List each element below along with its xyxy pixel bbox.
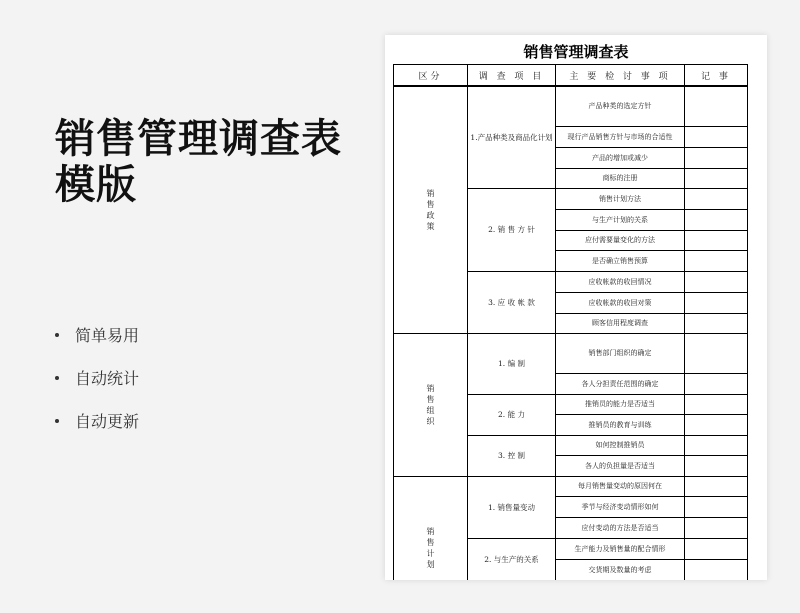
feature-label: 自动更新 xyxy=(75,412,140,431)
notes-cell[interactable] xyxy=(685,86,748,126)
page-title-line-1: 销售管理调查表 xyxy=(55,116,342,162)
point-cell: 推销员的能力是否适当 xyxy=(556,394,685,414)
notes-cell[interactable] xyxy=(685,414,748,435)
point-cell: 应收帐款的收回情况 xyxy=(556,271,685,292)
notes-cell[interactable] xyxy=(685,559,748,580)
document-preview xyxy=(385,35,767,580)
feature-item xyxy=(55,356,139,399)
bullet-icon xyxy=(55,419,59,423)
item-cell: 1. 编 制 xyxy=(468,333,556,394)
notes-cell[interactable] xyxy=(685,230,748,250)
column-header-item: 调 查 项 目 xyxy=(468,65,556,87)
notes-cell[interactable] xyxy=(685,476,748,496)
category-cell: 销售政策 xyxy=(394,86,468,333)
item-cell: 1. 销售量变动 xyxy=(468,476,556,538)
point-cell: 销售部门组织的确定 xyxy=(556,333,685,373)
feature-label: 简单易用 xyxy=(75,326,140,345)
notes-cell[interactable] xyxy=(685,373,748,394)
table-row xyxy=(394,476,748,496)
point-cell: 应付变动的方法是否适当 xyxy=(556,517,685,538)
point-cell: 每月销售量变动的原因何在 xyxy=(556,476,685,496)
point-cell: 是否确立销售预算 xyxy=(556,250,685,271)
notes-cell[interactable] xyxy=(685,292,748,313)
notes-cell[interactable] xyxy=(685,313,748,333)
table-row xyxy=(394,86,748,126)
column-header-notes: 记 事 xyxy=(685,65,748,87)
item-cell: 2. 与生产的关系 xyxy=(468,538,556,580)
point-cell: 生产能力及销售量的配合情形 xyxy=(556,538,685,559)
page-title xyxy=(55,116,342,208)
item-cell: 2. 销 售 方 针 xyxy=(468,188,556,271)
point-cell: 商标的注册 xyxy=(556,168,685,188)
table-header-row xyxy=(394,65,748,87)
feature-item xyxy=(55,399,139,442)
column-header-points: 主 要 检 讨 事 项 xyxy=(556,65,685,87)
feature-item xyxy=(55,313,139,356)
notes-cell[interactable] xyxy=(685,188,748,209)
notes-cell[interactable] xyxy=(685,538,748,559)
page-title-line-2: 模版 xyxy=(55,162,137,208)
point-cell: 销售计划方法 xyxy=(556,188,685,209)
item-cell: 1.产品种类及商品化计划 xyxy=(468,86,556,188)
notes-cell[interactable] xyxy=(685,394,748,414)
column-header-category: 区分 xyxy=(394,65,468,87)
bullet-icon xyxy=(55,333,59,337)
point-cell: 如何控制推销员 xyxy=(556,435,685,455)
feature-label: 自动统计 xyxy=(75,369,140,388)
point-cell: 产品的增加或减少 xyxy=(556,147,685,168)
point-cell: 各人分担责任范围的确定 xyxy=(556,373,685,394)
point-cell: 应付需要量变化的方法 xyxy=(556,230,685,250)
notes-cell[interactable] xyxy=(685,147,748,168)
notes-cell[interactable] xyxy=(685,250,748,271)
notes-cell[interactable] xyxy=(685,517,748,538)
notes-cell[interactable] xyxy=(685,209,748,230)
notes-cell[interactable] xyxy=(685,271,748,292)
notes-cell[interactable] xyxy=(685,455,748,476)
bullet-icon xyxy=(55,376,59,380)
notes-cell[interactable] xyxy=(685,333,748,373)
table-row xyxy=(394,333,748,373)
item-cell: 3. 控 制 xyxy=(468,435,556,476)
notes-cell[interactable] xyxy=(685,435,748,455)
survey-table xyxy=(393,64,748,580)
category-cell: 销售计划 xyxy=(394,476,468,580)
point-cell: 各人的负担量是否适当 xyxy=(556,455,685,476)
notes-cell[interactable] xyxy=(685,126,748,147)
notes-cell[interactable] xyxy=(685,168,748,188)
point-cell: 交货期及数量的考虑 xyxy=(556,559,685,580)
point-cell: 产品种类的选定方针 xyxy=(556,86,685,126)
item-cell: 3. 应 收 帐 款 xyxy=(468,271,556,333)
category-cell: 销售组织 xyxy=(394,333,468,476)
document-title: 销售管理调查表 xyxy=(523,43,629,61)
point-cell: 现行产品销售方针与市场的合适性 xyxy=(556,126,685,147)
point-cell: 推销员的教育与训练 xyxy=(556,414,685,435)
point-cell: 季节与经济变动情形如何 xyxy=(556,496,685,517)
point-cell: 顾客信用程度调查 xyxy=(556,313,685,333)
point-cell: 与生产计划的关系 xyxy=(556,209,685,230)
feature-list xyxy=(55,313,139,442)
point-cell: 应收帐款的收回对策 xyxy=(556,292,685,313)
item-cell: 2. 能 力 xyxy=(468,394,556,435)
notes-cell[interactable] xyxy=(685,496,748,517)
